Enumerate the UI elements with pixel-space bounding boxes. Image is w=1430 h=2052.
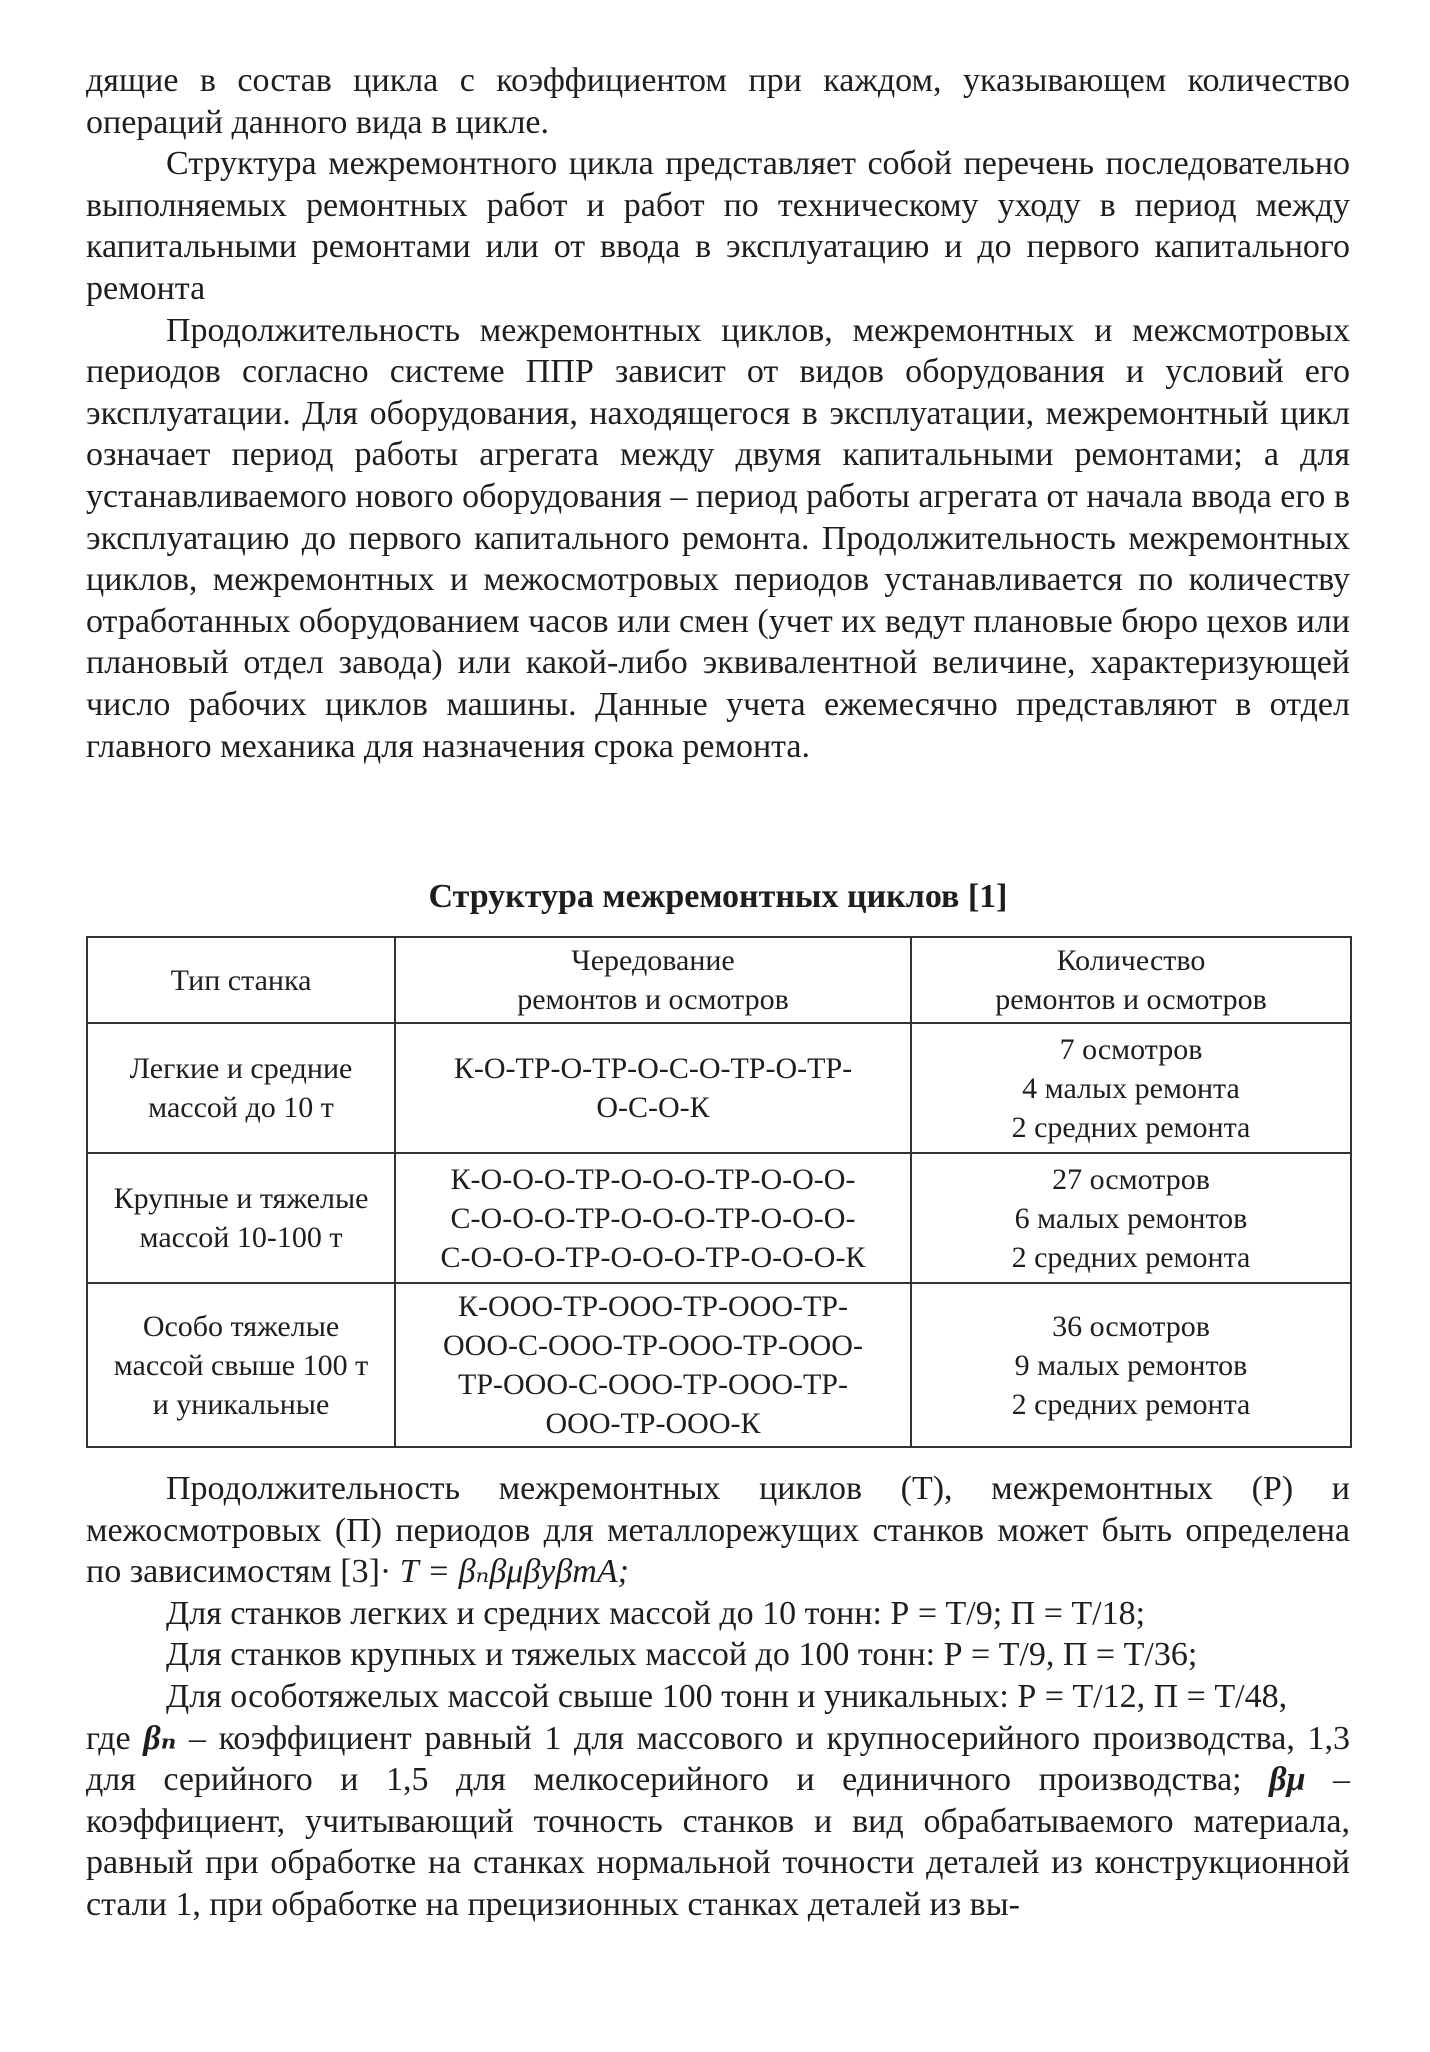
bottom-text-block (86, 1468, 1350, 1926)
table-row (87, 1153, 1351, 1283)
top-text-block (86, 60, 1350, 767)
cell-machine-type: Крупные и тяжелые массой 10-100 т (87, 1153, 395, 1283)
beta-n-description: – коэффициент равный 1 для массового и крупносерийного производства, 1,3 для серийного и 1,5 для мелкосерийного и единичного производства; (86, 1719, 1351, 1799)
cell-sequence: К-О-ТР-О-ТР-О-С-О-ТР-О-ТР- О-С-О-К (395, 1023, 911, 1153)
paragraph-formula-intro (86, 1468, 1350, 1593)
paragraph-coefficients (86, 1718, 1350, 1926)
cell-sequence: К-ООО-ТР-ООО-ТР-ООО-ТР- ООО-С-ООО-ТР-ООО-ТР-ООО- ТР-ООО-С-ООО-ТР-ООО-ТР- ООО-ТР-ООО-К (395, 1283, 911, 1447)
table-row (87, 1023, 1351, 1153)
cell-machine-type: Особо тяжелые массой свыше 100 т и уникальные (87, 1283, 395, 1447)
header-sequence: Чередование ремонтов и осмотров (395, 937, 911, 1023)
repair-cycle-table (86, 936, 1352, 1448)
paragraph-structure-definition: Структура межремонтного цикла представляет собой перечень последовательно выполняемых ремонтных работ и работ по техническому уходу в период между капитальными ремонтами или от ввода в эксплуатацию и до первого капитального ремонта (86, 145, 1350, 307)
table-title: Структура межремонтных циклов [1] (428, 878, 1008, 915)
cell-count: 36 осмотров 9 малых ремонтов 2 средних ремонта (911, 1283, 1351, 1447)
header-machine-type: Тип станка (87, 937, 395, 1023)
cell-count: 7 осмотров 4 малых ремонта 2 средних ремонта (911, 1023, 1351, 1153)
formula-intro-text: Продолжительность межремонтных циклов (Т), межремонтных (Р) и межосмотровых (П) периодов для металлорежущих станков может быть определена по зависимостям [3]· (86, 1470, 1350, 1591)
rule-heavy-machines: Для станков крупных и тяжелых массой до 100 тонн: Р = Т/9, П = Т/36; (166, 1636, 1198, 1674)
cell-sequence: К-О-О-О-ТР-О-О-О-ТР-О-О-О- С-О-О-О-ТР-О-О-О-ТР-О-О-О- С-О-О-О-ТР-О-О-О-ТР-О-О-О-К (395, 1153, 911, 1283)
paragraph-cycle-duration: Продолжительность межремонтных циклов, межремонтных и межсмотровых периодов согласно системе ППР зависит от видов оборудования и условий его эксплуатации. Для оборудования, находящегося в эксплуатации, межремонтный цикл означает период работы агрегата между двумя капитальными ремонтами; а для устанавливаемого нового оборудования – период работы агрегата от начала ввода его в эксплуатацию до первого капитального ремонта. Продолжительность межремонтных циклов, межремонтных и межосмотровых периодов устанавливается по количеству отработанных оборудованием часов или смен (учет их ведут плановые бюро цехов или плановый отдел завода) или какой-либо эквивалентной величине, характеризующей число рабочих циклов машины. Данные учета ежемесячно представляют в отдел главного механика для назначения срока ремонта. (86, 311, 1350, 765)
beta-mu-symbol: βμ (1269, 1761, 1306, 1799)
table-row (87, 1283, 1351, 1447)
rule-unique-machines: Для особотяжелых массой свыше 100 тонн и уникальных: Р = Т/12, П = Т/48, (166, 1677, 1288, 1715)
paragraph-continuation: дящие в состав цикла с коэффициентом при каждом, указывающем количество операций данного вида в цикле. (86, 62, 1350, 141)
beta-mu-description: – коэффициент, учитывающий точность станков и вид обрабатываемого материала, равный при обработке на станках нормальной точности деталей из конструкционной стали 1, при обработке на прецизионных станках деталей из вы- (86, 1761, 1351, 1923)
table-header-row (87, 937, 1351, 1023)
where-label: где (86, 1719, 131, 1757)
cell-machine-type: Легкие и средние массой до 10 т (87, 1023, 395, 1153)
rule-light-machines: Для станков легких и средних массой до 10 тонн: Р = Т/9; П = Т/18; (166, 1594, 1146, 1632)
cycle-formula: Т = βₙβμβyβmA; (399, 1553, 629, 1591)
cell-count: 27 осмотров 6 малых ремонтов 2 средних ремонта (911, 1153, 1351, 1283)
beta-n-symbol: βₙ (143, 1719, 177, 1757)
header-count: Количество ремонтов и осмотров (911, 937, 1351, 1023)
